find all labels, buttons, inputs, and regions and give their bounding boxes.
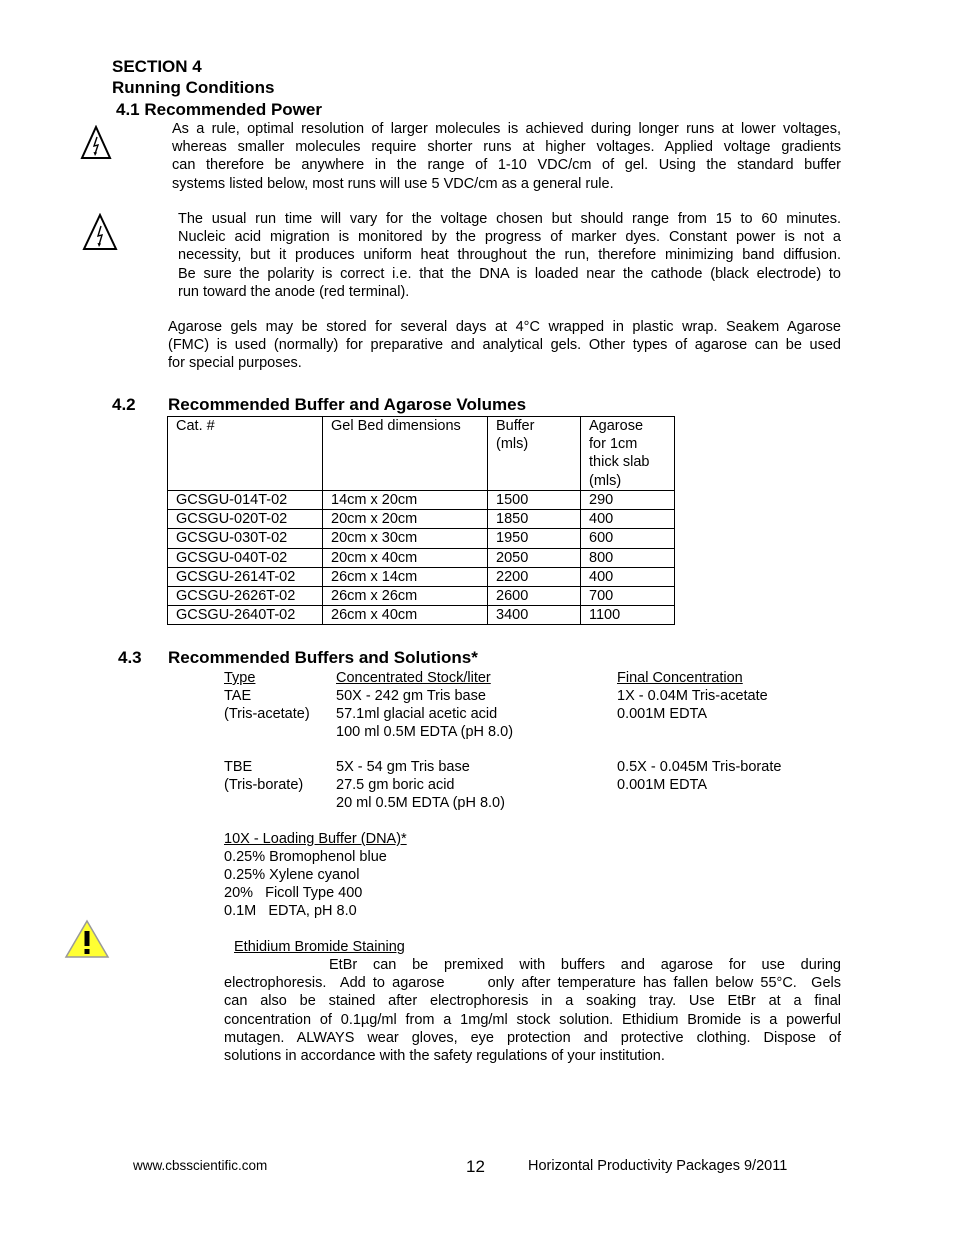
table-row: [168, 491, 675, 510]
text-line: for special purposes.: [168, 355, 302, 372]
text-line: mutagen. ALWAYS wear gloves, eye protection and protective clothing. Dispose of: [224, 1029, 841, 1046]
table-cell: 26cm x 26cm: [323, 587, 488, 606]
tbe-stock-line: 27.5 gm boric acid: [336, 777, 455, 793]
table-cell: 1850: [488, 510, 581, 529]
heading-4-3-title: Recommended Buffers and Solutions*: [168, 648, 478, 667]
table-cell: 2600: [488, 587, 581, 606]
table-cell: 26cm x 40cm: [323, 606, 488, 625]
table-row: [168, 548, 675, 567]
section-label: SECTION 4: [112, 57, 202, 76]
table-cell: 26cm x 14cm: [323, 567, 488, 586]
tae-final-line: 1X - 0.04M Tris-acetate: [617, 688, 768, 704]
col-header-final: Final Concentration: [617, 670, 743, 686]
table-cell: GCSGU-2640T-02: [168, 606, 323, 625]
loading-buffer-item: 20% Ficoll Type 400: [224, 885, 363, 901]
tae-stock-line: 100 ml 0.5M EDTA (pH 8.0): [336, 724, 514, 740]
table-cell: 1950: [488, 529, 581, 548]
table-cell: GCSGU-030T-02: [168, 529, 323, 548]
text-line: systems listed below, most runs will use 5 VDC/cm as a general rule.: [172, 175, 614, 192]
tbe-stock-line: 5X - 54 gm Tris base: [336, 759, 470, 775]
text-line: electrophoresis. Add to agarose only after temperature has fallen below 55°C. Gels: [224, 975, 841, 992]
table-cell: GCSGU-014T-02: [168, 491, 323, 510]
text-line: can therefore be anywhere in the range of 1-10 VDC/cm of gel. Using the standard buffer: [172, 157, 841, 174]
table-row: [168, 567, 675, 586]
text-line: whereas smaller molecules require shorter runs at higher voltages. Applied voltage gradients: [172, 139, 841, 156]
high-voltage-warning-icon: [80, 125, 112, 160]
header-cell: Buffer (mls): [488, 417, 581, 491]
text-line: Be sure the polarity is correct i.e. that the DNA is loaded near the cathode (black electrode) to: [178, 265, 841, 282]
table-row: [168, 606, 675, 625]
table-cell: 3400: [488, 606, 581, 625]
heading-4-1: 4.1 Recommended Power: [116, 100, 322, 119]
table-cell: 20cm x 40cm: [323, 548, 488, 567]
table-row: [168, 587, 675, 606]
loading-buffer-item: 0.1M EDTA, pH 8.0: [224, 903, 357, 919]
table-cell: 400: [581, 510, 675, 529]
table-cell: 20cm x 20cm: [323, 510, 488, 529]
table-cell: 2050: [488, 548, 581, 567]
footer-document-title: Horizontal Productivity Packages 9/2011: [528, 1158, 788, 1174]
tbe-final-line: 0.001M EDTA: [617, 777, 707, 793]
paragraph-agarose-storage: [168, 318, 841, 373]
table-cell: 1500: [488, 491, 581, 510]
tbe-stock-line: 20 ml 0.5M EDTA (pH 8.0): [336, 795, 505, 811]
table-cell: GCSGU-2614T-02: [168, 567, 323, 586]
tae-final-line: 0.001M EDTA: [617, 706, 707, 722]
text-line: Agarose gels may be stored for several days at 4°C wrapped in plastic wrap. Seakem Agarose: [168, 319, 841, 335]
table-cell: 290: [581, 491, 675, 510]
text-line: concentration of 0.1µg/ml from a 1mg/ml stock solution. Ethidium Bromide is a powerful: [224, 1011, 841, 1028]
table-cell: 14cm x 20cm: [323, 491, 488, 510]
buffer-type-tbe-desc: (Tris-borate): [224, 777, 304, 793]
high-voltage-warning-icon: [82, 213, 118, 251]
table-row: [168, 510, 675, 529]
loading-buffer-item: 0.25% Xylene cyanol: [224, 867, 360, 883]
tbe-final-line: 0.5X - 0.045M Tris-borate: [617, 759, 782, 775]
text-line: The usual run time will vary for the voltage chosen but should range from 15 to 60 minutes.: [178, 211, 841, 227]
text-line: can also be stained after electrophoresis in a soaking tray. Use EtBr at a final: [224, 993, 841, 1010]
header-cell: Agarose for 1cm thick slab (mls): [581, 417, 675, 491]
yellow-exclamation-warning-icon: [64, 919, 110, 959]
text-line: As a rule, optimal resolution of larger molecules is achieved during longer runs at lower voltages,: [172, 121, 841, 137]
header-cell: Cat. #: [168, 417, 323, 491]
heading-4-2-number: 4.2: [112, 395, 136, 414]
table-header-row: [168, 417, 675, 491]
table-row: [168, 529, 675, 548]
tae-stock-line: 57.1ml glacial acetic acid: [336, 706, 498, 722]
tae-stock-line: 50X - 242 gm Tris base: [336, 688, 486, 704]
text-line: solutions in accordance with the safety regulations of your institution.: [224, 1047, 665, 1064]
text-line: necessity, but it produces uniform heat throughout the run, therefore minimizing band diffusion.: [178, 247, 841, 264]
buffer-type-tbe: TBE: [224, 759, 253, 775]
etbr-title: Ethidium Bromide Staining: [234, 939, 405, 955]
table-cell: GCSGU-040T-02: [168, 548, 323, 567]
paragraph-power-1: [172, 120, 841, 193]
heading-4-3-number: 4.3: [118, 648, 142, 667]
table-cell: GCSGU-2626T-02: [168, 587, 323, 606]
table-cell: 700: [581, 587, 675, 606]
heading-4-2-title: Recommended Buffer and Agarose Volumes: [168, 395, 527, 414]
section-title: Running Conditions: [112, 78, 275, 97]
loading-buffer-title: 10X - Loading Buffer (DNA)*: [224, 831, 407, 847]
text-line: run toward the anode (red terminal).: [178, 283, 410, 300]
table-cell: 2200: [488, 567, 581, 586]
table-cell: 800: [581, 548, 675, 567]
table-cell: GCSGU-020T-02: [168, 510, 323, 529]
text-line: EtBr can be premixed with buffers and agarose for use during: [329, 957, 841, 973]
footer-website: www.cbsscientific.com: [133, 1158, 268, 1173]
buffer-volume-table: [167, 416, 675, 625]
table-cell: 1100: [581, 606, 675, 625]
paragraph-etbr: [224, 956, 841, 1065]
text-line: (FMC) is used (normally) for preparative and analytical gels. Other types of agarose can be used: [168, 337, 841, 354]
loading-buffer-item: 0.25% Bromophenol blue: [224, 849, 387, 865]
buffer-type-tae: TAE: [224, 688, 252, 704]
page-number: 12: [466, 1157, 485, 1176]
table-cell: 400: [581, 567, 675, 586]
buffer-type-tae-desc: (Tris-acetate): [224, 706, 310, 722]
table-cell: 600: [581, 529, 675, 548]
text-line: Nucleic acid migration is monitored by the progress of marker dyes. Constant power is not a: [178, 229, 841, 246]
table-cell: 20cm x 30cm: [323, 529, 488, 548]
paragraph-power-2: [178, 210, 841, 301]
header-cell: Gel Bed dimensions: [323, 417, 488, 491]
col-header-stock: Concentrated Stock/liter: [336, 670, 491, 686]
col-header-type: Type: [224, 670, 256, 686]
